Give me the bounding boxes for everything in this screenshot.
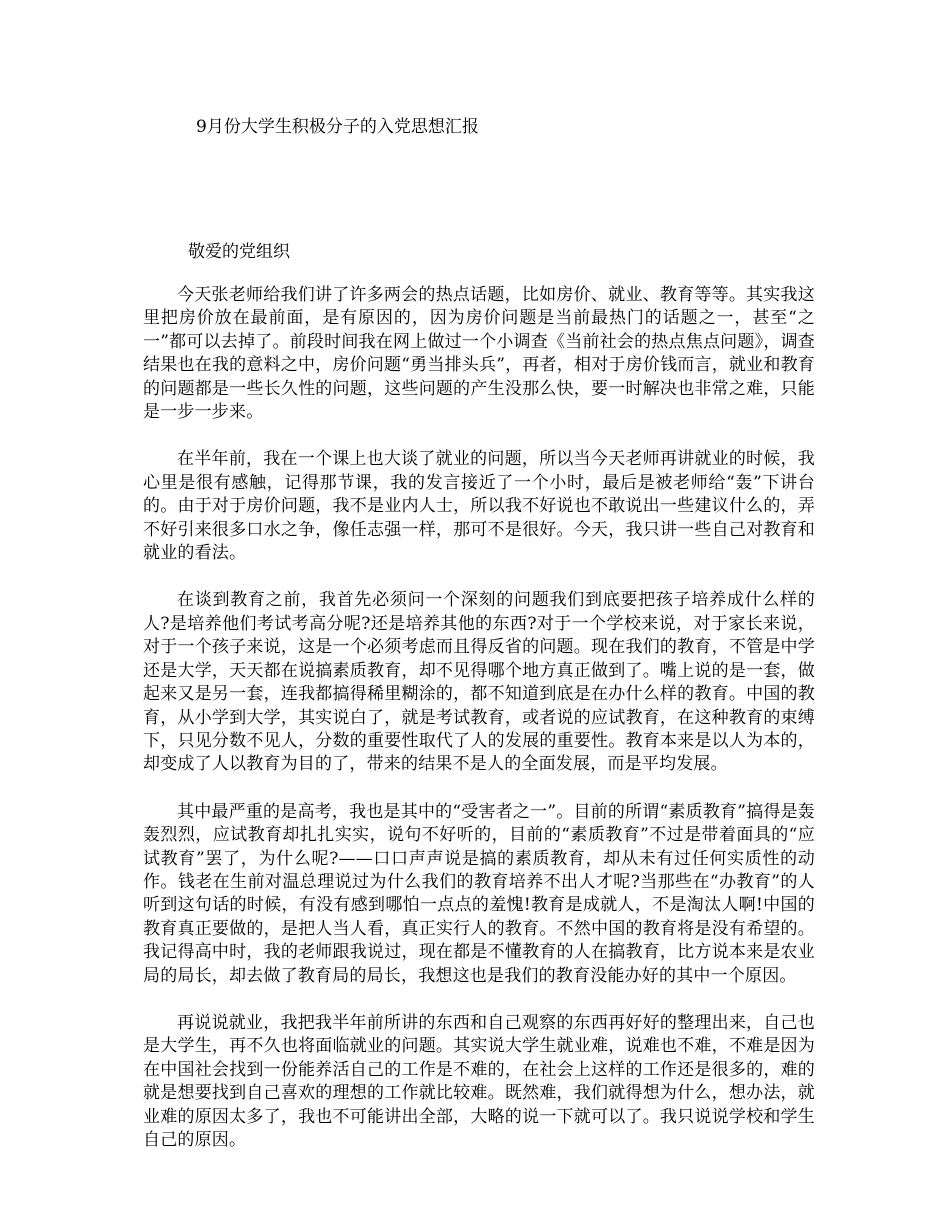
paragraph: 其中最严重的是高考，我也是其中的“受害者之一”。目前的所谓“素质教育”搞得是轰轰烈烈，应试教育却扎扎实实，说句不好听的，目前的“素质教育”不过是带着面具的“应试教育”罢了，为什么呢?——口口声声说是搞的素质教育，却从未有过任何实质性的动作。钱老在生前对温总理说过为什么我们的教育培养不出人才呢?当那些在“办教育”的人听到这句话的时候，有没有感到哪怕一点点的羞愧!教育是成就人，不是淘汰人啊!中国的教育真正要做的，是把人当人看，真正实行人的教育。不然中国的教育将是没有希望的。我记得高中时，我的老师跟我说过，现在都是不懂教育的人在搞教育，比方说本来是农业局的局长，却去做了教育局的局长，我想这也是我们的教育没能办好的其中一个原因。 (143, 801, 815, 986)
paragraph: 在半年前，我在一个课上也大谈了就业的问题，所以当今天老师再讲就业的时候，我心里是很有感触，记得那节课，我的发言接近了一个小时，最后是被老师给“轰”下讲台的。由于对于房价问题，我不是业内人士，所以我不好说也不敢说出一些建议什么的，弄不好引来很多口水之争，像任志强一样，那可不是很好。今天，我只讲一些自己对教育和就业的看法。 (143, 449, 815, 564)
document-body (143, 284, 815, 1176)
paragraph: 再说说就业，我把我半年前所讲的东西和自己观察的东西再好好的整理出来，自己也是大学生，再不久也将面临就业的问题。其实说大学生就业难，说难也不难，不难是因为在中国社会找到一份能养活自己的工作是不难的，在社会上这样的工作还是很多的，难的就是想要找到自己喜欢的理想的工作就比较难。既然难，我们就得想为什么，想办法，就业难的原因太多了，我也不可能讲出全部，大略的说一下就可以了。我只说说学校和学生自己的原因。 (143, 1012, 815, 1150)
salutation: 敬爱的党组织 (188, 242, 290, 262)
paragraph: 今天张老师给我们讲了许多两会的热点话题，比如房价、就业、教育等等。其实我这里把房价放在最前面，是有原因的，因为房价问题是当前最热门的话题之一，甚至“之一”都可以去掉了。前段时间我在网上做过一个小调查《当前社会的热点焦点问题》，调查结果也在我的意料之中，房价问题“勇当排头兵”，再者，相对于房价钱而言，就业和教育的问题都是一些长久性的问题，这些问题的产生没那么快，要一时解决也非常之难，只能是一步一步来。 (143, 285, 815, 423)
document-title: 9月份大学生积极分子的入党思想汇报 (196, 117, 479, 137)
paragraph: 在谈到教育之前，我首先必须问一个深刻的问题我们到底要把孩子培养成什么样的人?是培养他们考试考高分呢?还是培养其他的东西?对于一个学校来说，对于家长来说，对于一个孩子来说，这是一个必须考虑而且得反省的问题。现在我们的教育，不管是中学还是大学，天天都在说搞素质教育，却不见得哪个地方真正做到了。嘴上说的是一套，做起来又是另一套，连我都搞得稀里糊涂的，都不知道到底是在办什么样的教育。中国的教育，从小学到大学，其实说白了，就是考试教育，或者说的应试教育，在这种教育的束缚下，只见分数不见人，分数的重要性取代了人的发展的重要性。教育本来是以人为本的，却变成了人以教育为目的了，带来的结果不是人的全面发展，而是平均发展。 (143, 590, 815, 775)
